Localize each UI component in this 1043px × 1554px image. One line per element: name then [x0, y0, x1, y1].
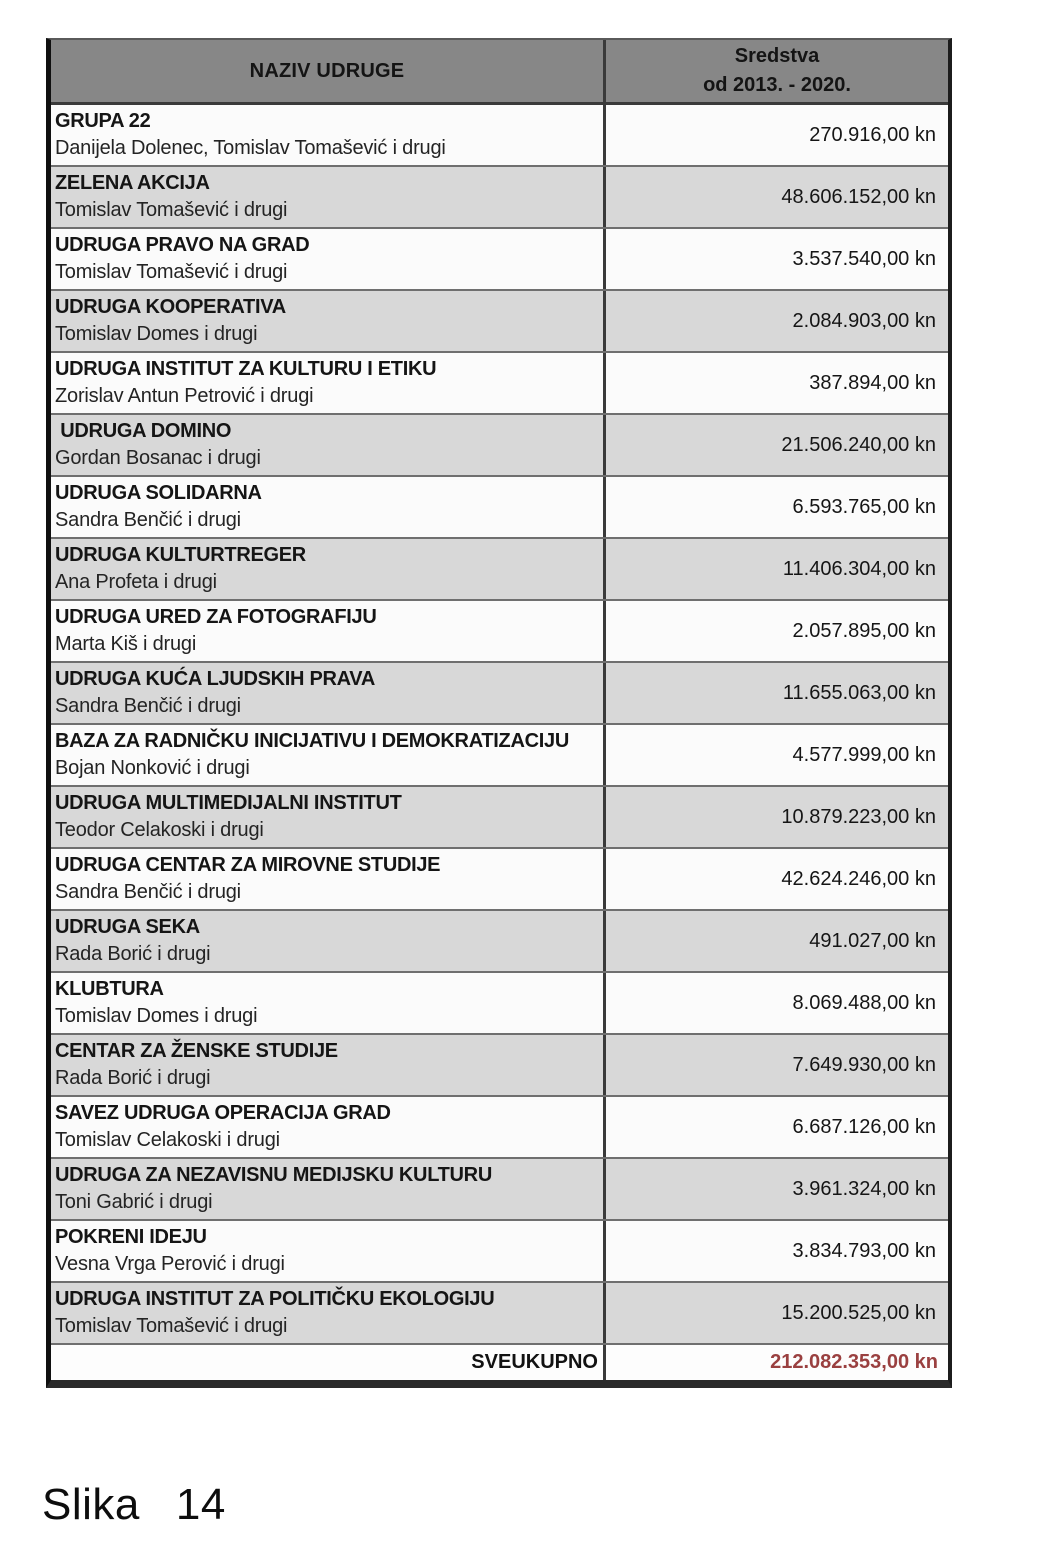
table-header-row [51, 40, 948, 105]
org-name: UDRUGA KULTURTREGER [55, 544, 306, 566]
org-members: Gordan Bosanac i drugi [55, 447, 261, 469]
org-cell [51, 1035, 606, 1095]
org-name: UDRUGA PRAVO NA GRAD [55, 234, 310, 256]
org-name: SAVEZ UDRUGA OPERACIJA GRAD [55, 1102, 391, 1124]
org-cell [51, 787, 606, 847]
org-cell [51, 663, 606, 723]
amount-cell: 21.506.240,00 kn [781, 433, 936, 456]
org-name: BAZA ZA RADNIČKU INICIJATIVU I DEMOKRATIZACIJU [55, 730, 569, 752]
column-header-sredstva [606, 40, 948, 102]
org-cell [51, 353, 606, 413]
org-name: ZELENA AKCIJA [55, 172, 210, 194]
org-cell [51, 849, 606, 909]
org-name: UDRUGA SOLIDARNA [55, 482, 262, 504]
table-row [51, 1159, 948, 1221]
org-members: Marta Kiš i drugi [55, 633, 197, 655]
amount-cell: 7.649.930,00 kn [792, 1053, 936, 1076]
org-cell [51, 601, 606, 661]
org-members: Zorislav Antun Petrović i drugi [55, 385, 314, 407]
amount-cell: 10.879.223,00 kn [781, 805, 936, 828]
org-cell [51, 477, 606, 537]
table-row [51, 849, 948, 911]
org-name: UDRUGA INSTITUT ZA KULTURU I ETIKU [55, 358, 437, 380]
column-header-sredstva-line1: Sredstva [734, 45, 820, 67]
table-row [51, 167, 948, 229]
amount-cell: 42.624.246,00 kn [781, 867, 936, 890]
org-name: UDRUGA KOOPERATIVA [55, 296, 286, 318]
amount-cell: 6.593.765,00 kn [792, 495, 936, 518]
funding-table [46, 38, 952, 1388]
amount-cell: 270.916,00 kn [809, 123, 936, 146]
org-members: Tomislav Tomašević i drugi [55, 1315, 288, 1337]
org-cell [51, 1159, 606, 1219]
org-members: Tomislav Tomašević i drugi [55, 261, 288, 283]
amount-cell: 4.577.999,00 kn [792, 743, 936, 766]
table-row [51, 911, 948, 973]
table-row [51, 787, 948, 849]
org-members: Tomislav Celakoski i drugi [55, 1129, 280, 1151]
table-row [51, 601, 948, 663]
org-members: Vesna Vrga Perović i drugi [55, 1253, 285, 1275]
org-name: UDRUGA KUĆA LJUDSKIH PRAVA [55, 668, 375, 690]
table-row [51, 415, 948, 477]
org-cell [51, 1283, 606, 1343]
org-members: Tomislav Domes i drugi [55, 323, 258, 345]
org-members: Sandra Benčić i drugi [55, 509, 241, 531]
table-row [51, 1221, 948, 1283]
org-name: UDRUGA CENTAR ZA MIROVNE STUDIJE [55, 854, 441, 876]
org-members: Ana Profeta i drugi [55, 571, 217, 593]
org-name: UDRUGA URED ZA FOTOGRAFIJU [55, 606, 377, 628]
table-row [51, 973, 948, 1035]
org-cell [51, 539, 606, 599]
table-row [51, 477, 948, 539]
org-members: Sandra Benčić i drugi [55, 695, 241, 717]
org-name: UDRUGA MULTIMEDIJALNI INSTITUT [55, 792, 402, 814]
org-cell [51, 167, 606, 227]
column-header-naziv-udruge: NAZIV UDRUGE [51, 40, 606, 102]
org-members: Rada Borić i drugi [55, 1067, 211, 1089]
org-cell [51, 911, 606, 971]
column-header-sredstva-line2: od 2013. - 2020. [703, 74, 851, 96]
org-name: CENTAR ZA ŽENSKE STUDIJE [55, 1040, 338, 1062]
amount-cell: 2.057.895,00 kn [792, 619, 936, 642]
table-row [51, 663, 948, 725]
org-cell [51, 105, 606, 165]
table-body [51, 105, 948, 1345]
org-name: GRUPA 22 [55, 110, 151, 132]
amount-cell: 3.834.793,00 kn [792, 1239, 936, 1262]
org-cell [51, 415, 606, 475]
table-row [51, 105, 948, 167]
caption-number: 14 [175, 1480, 226, 1529]
table-row [51, 291, 948, 353]
org-name: UDRUGA ZA NEZAVISNU MEDIJSKU KULTURU [55, 1164, 492, 1186]
org-cell [51, 291, 606, 351]
org-members: Bojan Nonković i drugi [55, 757, 250, 779]
amount-cell: 15.200.525,00 kn [781, 1301, 936, 1324]
org-members: Rada Borić i drugi [55, 943, 211, 965]
org-cell [51, 973, 606, 1033]
total-label: SVEUKUPNO [51, 1345, 606, 1380]
org-members: Toni Gabrić i drugi [55, 1191, 213, 1213]
amount-cell: 2.084.903,00 kn [792, 309, 936, 332]
org-cell [51, 725, 606, 785]
amount-cell: 8.069.488,00 kn [792, 991, 936, 1014]
table-row [51, 1283, 948, 1345]
amount-cell: 3.537.540,00 kn [792, 247, 936, 270]
amount-cell: 48.606.152,00 kn [781, 185, 936, 208]
table-row [51, 229, 948, 291]
amount-cell: 6.687.126,00 kn [792, 1115, 936, 1138]
org-name: UDRUGA DOMINO [55, 420, 232, 442]
org-members: Teodor Celakoski i drugi [55, 819, 264, 841]
table-row [51, 725, 948, 787]
table-row [51, 1097, 948, 1159]
org-cell [51, 1097, 606, 1157]
org-members: Sandra Benčić i drugi [55, 881, 241, 903]
table-row [51, 1035, 948, 1097]
amount-cell: 3.961.324,00 kn [792, 1177, 936, 1200]
table-row [51, 353, 948, 415]
org-name: KLUBTURA [55, 978, 164, 1000]
org-cell [51, 229, 606, 289]
table-total-row [51, 1345, 948, 1380]
org-name: UDRUGA INSTITUT ZA POLITIČKU EKOLOGIJU [55, 1288, 495, 1310]
amount-cell: 11.655.063,00 kn [782, 681, 936, 704]
table-row [51, 539, 948, 601]
org-members: Danijela Dolenec, Tomislav Tomašević i drugi [55, 137, 446, 159]
total-amount: 212.082.353,00 kn [770, 1351, 938, 1373]
figure-caption [42, 1480, 226, 1530]
org-name: UDRUGA SEKA [55, 916, 200, 938]
amount-cell: 387.894,00 kn [809, 371, 936, 394]
amount-cell: 491.027,00 kn [809, 929, 936, 952]
amount-cell: 11.406.304,00 kn [782, 557, 936, 580]
org-members: Tomislav Domes i drugi [55, 1005, 258, 1027]
caption-word: Slika [42, 1480, 140, 1529]
org-name: POKRENI IDEJU [55, 1226, 207, 1248]
org-cell [51, 1221, 606, 1281]
org-members: Tomislav Tomašević i drugi [55, 199, 288, 221]
